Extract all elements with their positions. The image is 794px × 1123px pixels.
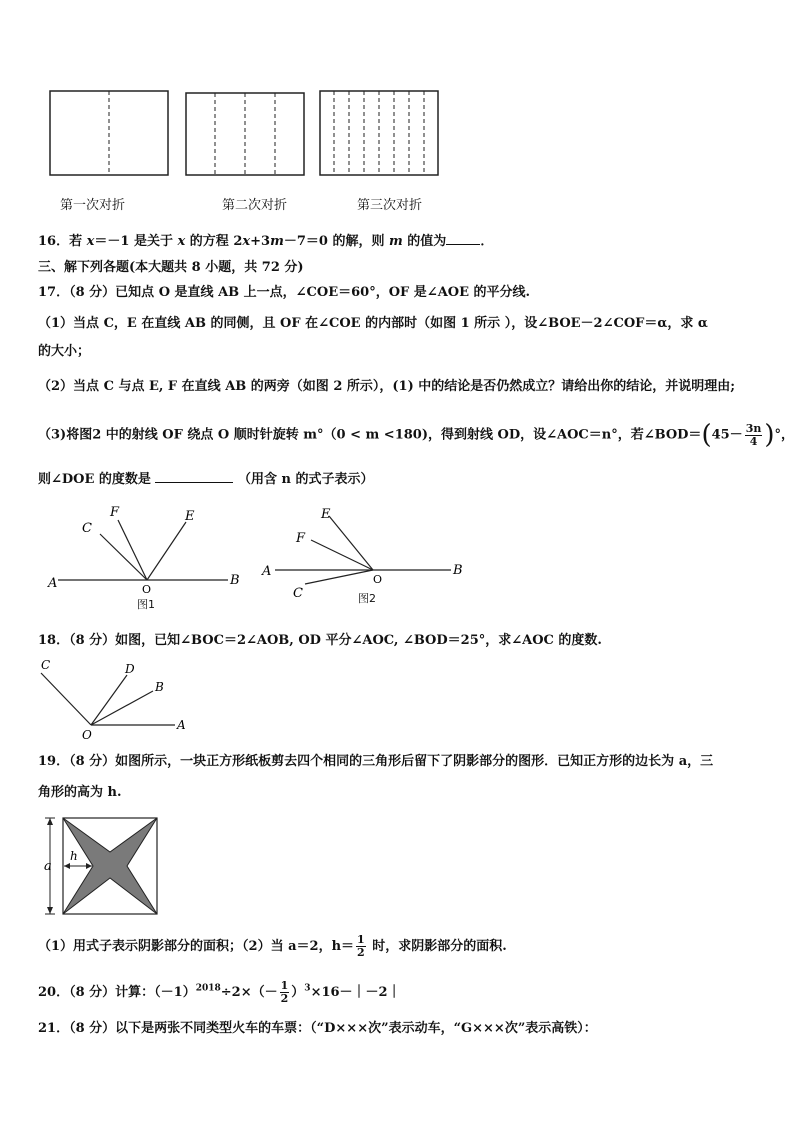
fold-caption-2: 第二次对折: [222, 198, 288, 213]
q18-label-a: A: [177, 718, 186, 732]
fig1-label-a: A: [48, 576, 58, 591]
question-16: 16．若 x＝－1 是关于 x 的方程 2x+3m－7＝0 的解，则 m 的值为 ．: [38, 234, 494, 249]
q18-label-c: C: [41, 658, 51, 672]
question-19-line2: 角形的高为 h.: [38, 785, 122, 800]
fig2-label-b: B: [453, 563, 463, 578]
question-19-line1: 19．（8 分）如图所示，一块正方形纸板剪去四个相同的三角形后留下了阴影部分的图形．已知正方形的边长为 a，三: [38, 754, 714, 769]
question-17-part2: （2）当点 C 与点 E, F 在直线 AB 的两旁（如图 2 所示），(1) 中的结论是否仍然成立？请给出你的结论，并说明理由;: [38, 379, 736, 394]
figure-q18: [35, 655, 200, 745]
fig1-label-e: E: [185, 509, 195, 524]
fold-figures: [40, 85, 460, 185]
question-17-stem: 17．（8 分）已知点 O 是直线 AB 上一点，∠COE＝60°，OF 是∠AOE 的平分线.: [38, 285, 531, 300]
fig1-label-f: F: [110, 505, 120, 520]
fig2-label-a: A: [262, 564, 272, 579]
question-18: 18．（8 分）如图，已知∠BOC＝2∠AOB, OD 平分∠AOC, ∠BOD＝25°，求∠AOC 的度数.: [38, 633, 602, 648]
q19-label-h: h: [70, 849, 78, 863]
fig1-label-b: B: [230, 573, 240, 588]
fig2-label-e: E: [321, 507, 331, 522]
fig1-label-c: C: [82, 521, 92, 536]
fold-rect-1: [50, 91, 168, 175]
question-20: 20．（8 分）计算：$(-1)^{2018}\div 2\times(-$ $\frac{1}{2}$ ）$^3$×16－｜－2｜: [38, 979, 401, 1005]
fig2-label-o: O: [373, 573, 383, 586]
figure-2-caption: 图2: [358, 592, 376, 605]
question-21: 21．（8 分）以下是两张不同类型火车的车票：（“D×××次”表示动车，“G×××次”表示高铁）：: [38, 1021, 597, 1036]
figure-1-caption: 图1: [137, 598, 155, 611]
question-19-subquestions: （1）用式子表示阴影部分的面积；（2）当 a＝2，h＝ $\frac{1}{2}$ 时，求阴影部分的面积.: [38, 933, 507, 959]
fold-caption-1: 第一次对折: [60, 198, 126, 213]
answer-blank: [155, 482, 233, 483]
q18-label-d: D: [125, 662, 135, 676]
fold-rect-3: [320, 91, 438, 175]
fig2-label-f: F: [296, 531, 306, 546]
q18-label-o: O: [82, 728, 92, 742]
question-17-part3: （3)将图2 中的射线 OF 绕点 O 顺时针旋转 m°（0 < m <180)，得到射线 OD，设∠AOC＝n°，若∠BOD＝(45－ $\frac{3n}{4}$ )°，: [38, 420, 794, 450]
fig1-label-o: O: [142, 583, 152, 596]
fold-caption-3: 第三次对折: [357, 198, 423, 213]
question-17-part1: （1）当点 C，E 在直线 AB 的同侧，且 OF 在∠COE 的内部时（如图 1 所示 ），设∠BOE－2∠COF＝α，求 α: [38, 316, 708, 331]
figure-q19: [36, 810, 166, 920]
answer-blank: [446, 244, 480, 245]
q19-label-a: a: [44, 859, 52, 874]
question-17-part1-cont: 的大小；: [38, 344, 91, 359]
fig2-label-c: C: [293, 586, 303, 601]
question-17-part3-cont: 则∠DOE 的度数是 （用含 n 的式子表示）: [38, 472, 374, 487]
q18-label-b: B: [155, 680, 164, 694]
fold-rect-2: [186, 93, 304, 175]
section-three-heading: 三、解下列各题(本大题共 8 小题，共 72 分): [38, 260, 304, 275]
